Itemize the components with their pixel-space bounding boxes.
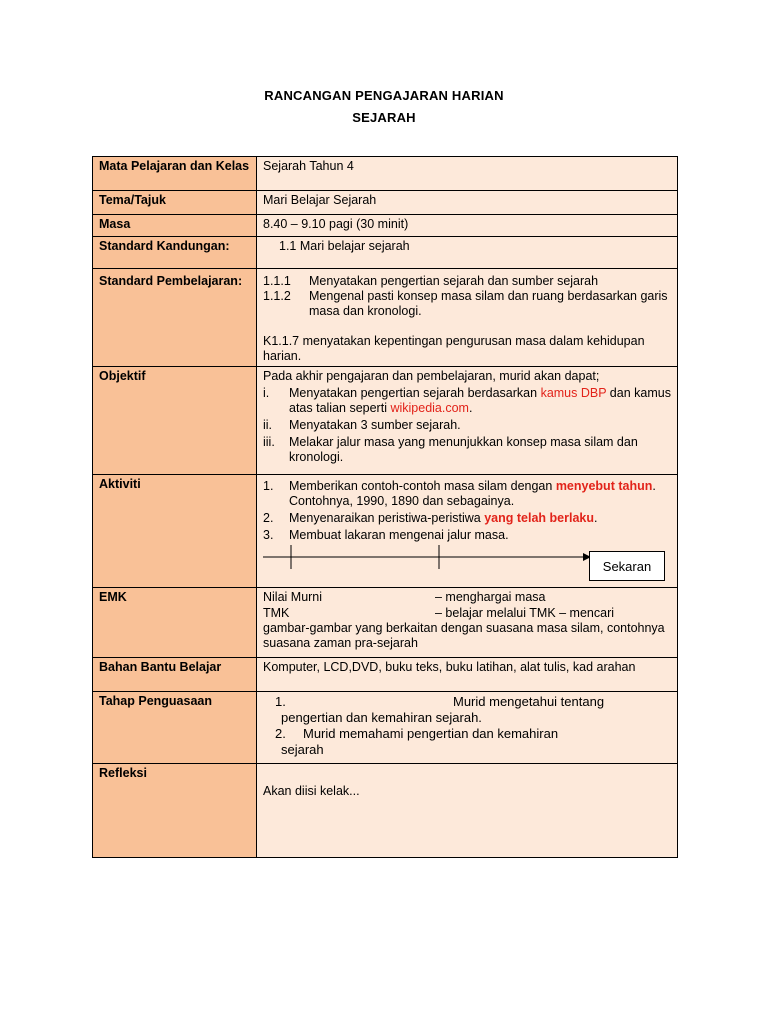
- value-refleksi: Akan diisi kelak...: [257, 764, 678, 858]
- row-mata-pelajaran: [93, 157, 678, 191]
- aktiviti-item: 3. Membuat lakaran mengenai jalur masa.: [263, 528, 509, 542]
- row-emk: [93, 588, 678, 658]
- value-mata-pelajaran: Sejarah Tahun 4: [257, 157, 678, 191]
- aktiviti-item: 1. Memberikan contoh-contoh masa silam dengan menyebut tahun. Contohnya, 1990, 1890 dan sebagainya.: [263, 479, 656, 508]
- timeline-sketch: [263, 545, 671, 585]
- tahap-item: 2. Murid memahami pengertian dan kemahiran: [275, 726, 559, 741]
- objektif-item: i. Menyatakan pengertian sejarah berdasarkan kamus DBP dan kamus atas talian seperti wikipedia.com.: [263, 386, 671, 415]
- row-bahan: [93, 658, 678, 692]
- label-tahap: Tahap Penguasaan: [93, 692, 257, 764]
- lesson-plan-table: [92, 156, 678, 858]
- objektif-intro: Pada akhir pengajaran dan pembelajaran, murid akan dapat;: [263, 369, 600, 383]
- tahap-item: 1. Murid mengetahui tentang: [275, 694, 605, 709]
- emk-nilai-murni: Nilai Murni – menghargai masa: [263, 590, 546, 604]
- label-refleksi: Refleksi: [93, 764, 257, 858]
- label-tema: Tema/Tajuk: [93, 191, 257, 215]
- label-mata-pelajaran: Mata Pelajaran dan Kelas: [93, 157, 257, 191]
- label-objektif: Objektif: [93, 367, 257, 475]
- label-emk: EMK: [93, 588, 257, 658]
- emk-tmk-continued: gambar-gambar yang berkaitan dengan suasana masa silam, contohnya suasana zaman pra-sejarah: [263, 621, 665, 650]
- aktiviti-item: 2. Menyenaraikan peristiwa-peristiwa yang telah berlaku.: [263, 511, 598, 525]
- telah-berlaku-text: yang telah berlaku: [484, 511, 594, 525]
- value-standard-kandungan: 1.1 Mari belajar sejarah: [279, 239, 410, 253]
- label-aktiviti: Aktiviti: [93, 475, 257, 588]
- emk-tmk: TMK – belajar melalui TMK – mencari: [263, 606, 615, 620]
- label-masa: Masa: [93, 215, 257, 237]
- kamus-dbp-text: kamus DBP: [540, 386, 607, 400]
- sp-item: 1.1.2 Mengenal pasti konsep masa silam dan ruang berdasarkan garis masa dan kronologi.: [263, 289, 668, 318]
- row-standard-kandungan: [93, 237, 678, 269]
- row-masa: [93, 215, 678, 237]
- label-bahan: Bahan Bantu Belajar: [93, 658, 257, 692]
- row-objektif: [93, 367, 678, 475]
- row-standard-pembelajaran: [93, 269, 678, 367]
- row-tema: [93, 191, 678, 215]
- objektif-item: iii. Melakar jalur masa yang menunjukkan konsep masa silam dan kronologi.: [263, 435, 638, 464]
- wikipedia-text: wikipedia.com: [390, 401, 469, 415]
- timeline-arrow-icon: [263, 539, 593, 569]
- row-tahap: Tahap Penguasaan 1. Murid mengetahui tentang pengertian dan kemahiran sejarah. 2. Murid memahami pengertian dan kemahiran sejarah: [93, 692, 678, 764]
- sp-note: K1.1.7 menyatakan kepentingan pengurusan masa dalam kehidupan harian.: [263, 334, 645, 363]
- document-subtitle: SEJARAH: [352, 110, 416, 125]
- sp-item: 1.1.1 Menyatakan pengertian sejarah dan sumber sejarah: [263, 274, 599, 288]
- value-masa: 8.40 – 9.10 pagi (30 minit): [257, 215, 678, 237]
- row-refleksi: [93, 764, 678, 858]
- document-title: RANCANGAN PENGAJARAN HARIAN: [264, 88, 504, 103]
- label-standard-pembelajaran: Standard Pembelajaran:: [93, 269, 257, 367]
- menyebut-tahun-text: menyebut tahun: [555, 479, 653, 493]
- objektif-item: ii. Menyatakan 3 sumber sejarah.: [263, 418, 461, 432]
- value-bahan: Komputer, LCD,DVD, buku teks, buku latihan, alat tulis, kad arahan: [257, 658, 678, 692]
- sekaran-box: Sekaran: [589, 551, 665, 581]
- value-tema: Mari Belajar Sejarah: [257, 191, 678, 215]
- row-aktiviti: [93, 475, 678, 588]
- label-standard-kandungan: Standard Kandungan:: [93, 237, 257, 269]
